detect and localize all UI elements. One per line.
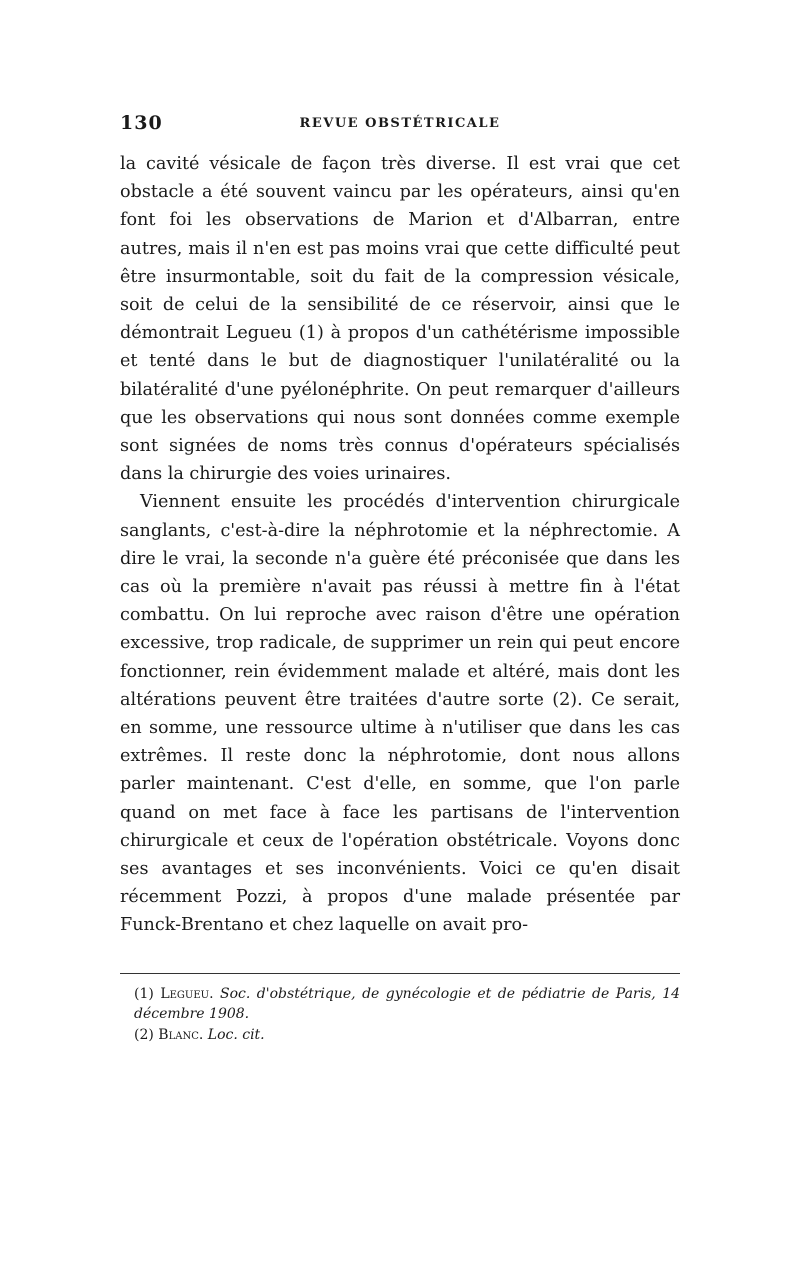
paragraph-2: Viennent ensuite les procédés d'intervention chirurgicale sanglants, c'est-à-dire la néphrotomie et la néphrectomie. A dire le vrai, la seconde n'a guère été préconisée que dans les cas où la première n'avait pas réussi à mettre fin à l'état combattu. On lui reproche avec raison d'être une opération excessive, trop radicale, de supprimer un rein qui peut encore fonctionner, rein évidemment malade et altéré, mais dont les altérations peuvent être traitées d'autre sorte (2). Ce serait, en somme, une ressource ultime à n'utiliser que dans les cas extrêmes. Il reste donc la néphrotomie, dont nous allons parler maintenant. C'est d'elle, en somme, que l'on parle quand on met face à face les partisans de l'intervention chirurgicale et ceux de l'opération obstétricale. Voyons donc ses avantages et ses inconvénients. Voici ce qu'en disait récemment Pozzi, à propos d'une malade présentée par Funck-Brentano et chez laquelle on avait pro- [120, 492, 680, 936]
footnote-text: Loc. cit. [207, 1026, 265, 1043]
footnote-rule [120, 973, 680, 974]
footnote-marker: (1) [134, 985, 154, 1002]
footnotes [120, 984, 680, 1045]
book-page [120, 112, 680, 1046]
footnote-author: Blanc. [158, 1026, 204, 1043]
footnote-2 [120, 1025, 680, 1045]
footnote-author: Legueu. [160, 985, 214, 1002]
body-text [120, 150, 680, 940]
page-number: 130 [120, 112, 163, 134]
footnote-marker: (2) [134, 1026, 154, 1043]
footnote-1 [120, 984, 680, 1024]
running-title: REVUE OBSTÉTRICALE [299, 116, 501, 131]
footnote-text: Soc. d'obstétrique, de gynécologie et de pédiatrie de Paris, 14 décembre 1908. [134, 985, 681, 1022]
paragraph-1: la cavité vésicale de façon très diverse. Il est vrai que cet obstacle a été souvent vaincu par les opérateurs, ainsi qu'en font foi les observations de Marion et d'Albarran, entre autres, mais il n'en est pas moins vrai que cette difficulté peut être insurmontable, soit du fait de la compression vésicale, soit de celui de la sensibilité de ce réservoir, ainsi que le démontrait Legueu (1) à propos d'un cathétérisme impossible et tenté dans le but de diagnostiquer l'unilatéralité ou la bilatéralité d'une pyélonéphrite. On peut remarquer d'ailleurs que les observations qui nous sont données comme exemple sont signées de noms très connus d'opérateurs spécialisés dans la chirurgie des voies urinaires. [120, 154, 680, 485]
running-head [120, 112, 680, 142]
